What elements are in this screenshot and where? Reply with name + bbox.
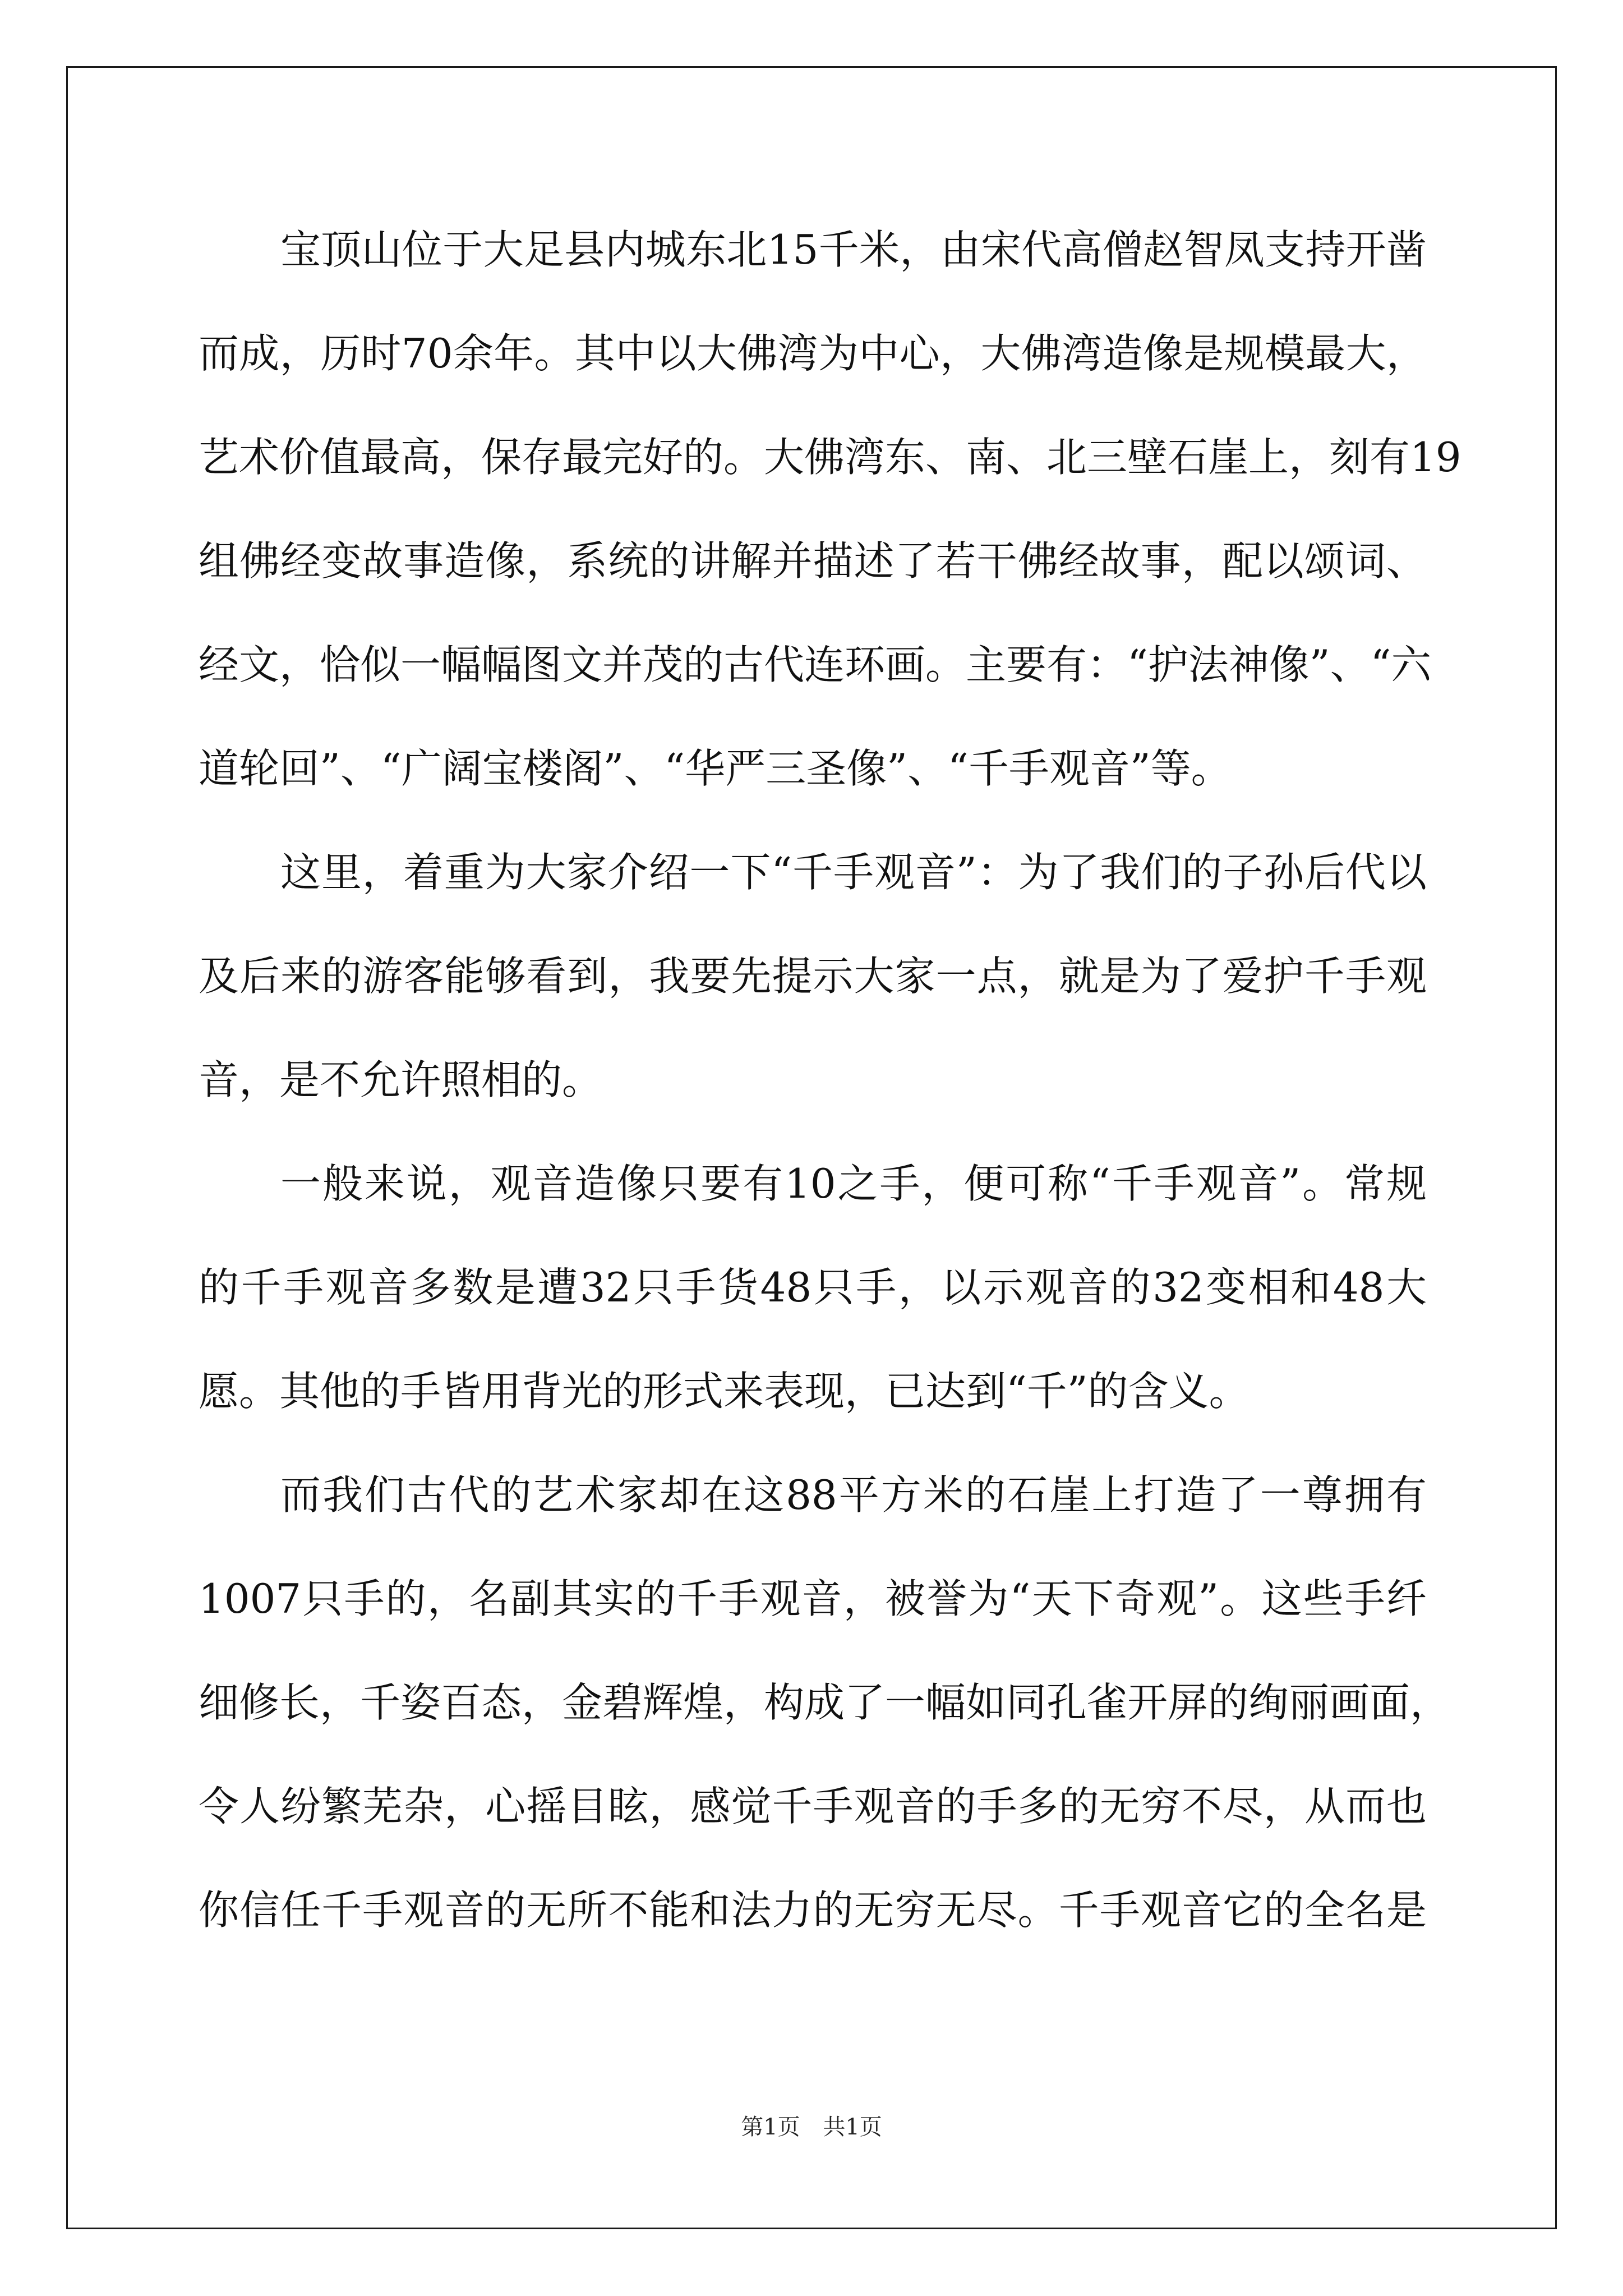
text-line: 你信任千手观音的无所不能和法力的无穷无尽。千手观音它的全名是 (199, 1887, 1427, 1934)
text-line: 音，是不允许照相的。 (199, 1056, 603, 1103)
text-line: 而我们古代的艺术家却在这88平方米的石崖上打造了一尊拥有 (280, 1471, 1427, 1519)
text-line: 及后来的游客能够看到，我要先提示大家一点，就是为了爱护千手观 (199, 953, 1427, 1000)
text-line: 经文，恰似一幅幅图文并茂的古代连环画。主要有：“护法神像”、“六 (199, 641, 1432, 688)
text-line: 的千手观音多数是遭32只手货48只手，以示观音的32变相和48大 (199, 1264, 1427, 1311)
text-line: 而成，历时70余年。其中以大佛湾为中心，大佛湾造像是规模最大， (199, 330, 1427, 377)
text-line: 一般来说，观音造像只要有10之手，便可称“千手观音”。常规 (280, 1160, 1427, 1207)
text-line: 这里，着重为大家介绍一下“千手观音”：为了我们的子孙后代以 (280, 849, 1427, 896)
text-line: 1007只手的，名副其实的千手观音，被誉为“天下奇观”。这些手纤 (199, 1575, 1427, 1622)
text-line: 道轮回”、“广阔宝楼阁”、“华严三圣像”、“千手观音”等。 (199, 745, 1232, 792)
page-footer (0, 2109, 1623, 2141)
page-total: 共1页 (823, 2114, 882, 2140)
document-body (199, 219, 1461, 1983)
page-number: 第1页 (741, 2114, 800, 2140)
text-line: 宝顶山位于大足县内城东北15千米，由宋代高僧赵智凤支持开凿 (280, 226, 1427, 273)
text-line: 组佛经变故事造像，系统的讲解并描述了若干佛经故事，配以颂词、 (199, 537, 1427, 585)
text-line: 令人纷繁芜杂，心摇目眩，感觉千手观音的手多的无穷不尽，从而也 (199, 1783, 1427, 1830)
text-line: 细修长，千姿百态，金碧辉煌，构成了一幅如同孔雀开屏的绚丽画面， (199, 1679, 1451, 1726)
text-line: 艺术价值最高，保存最完好的。大佛湾东、南、北三壁石崖上，刻有19 (199, 434, 1461, 481)
text-line: 愿。其他的手皆用背光的形式来表现，已达到“千”的含义。 (199, 1368, 1249, 1415)
